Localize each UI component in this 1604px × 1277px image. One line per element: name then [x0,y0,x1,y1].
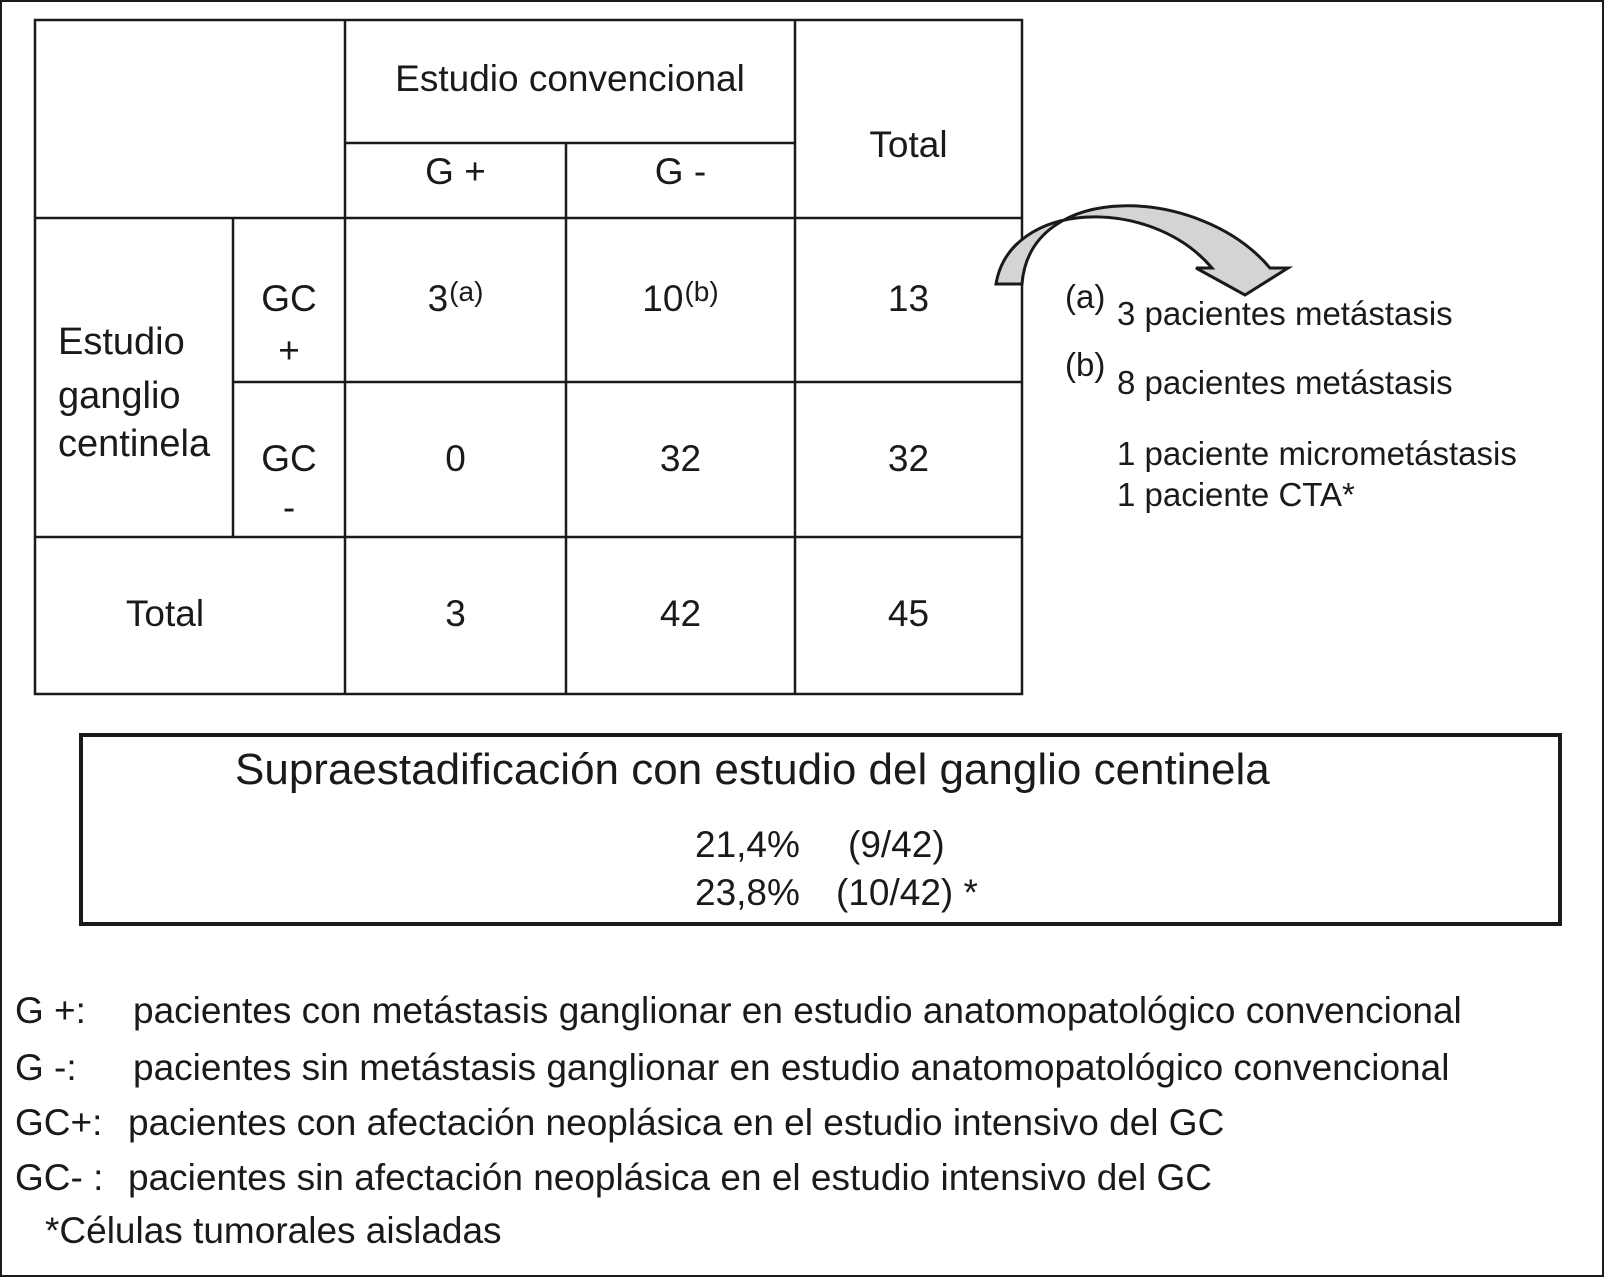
summary-line1-pct: 21,4% [695,824,800,865]
rowgroup-line-2: ganglio [58,375,181,417]
cell-gcpos-gneg: 10$^{(b)}$ [642,276,719,319]
summary-line1-ratio: (9/42) [848,824,945,865]
cell-gcpos-total: 13 [887,278,930,319]
note-b-line-2: 1 paciente micrometástasis [1117,435,1517,472]
note-b-line-1: 8 pacientes metástasis [1117,364,1453,401]
rowgroup-line-1: Estudio [58,321,185,363]
legend-text-gpos: pacientes con metástasis ganglionar en estudio anatomopatológico convencional [133,990,1462,1031]
footnote: *Células tumorales aisladas [45,1210,502,1251]
note-b-line-3: 1 paciente CTA* [1117,476,1355,513]
cell-gcneg-gneg: 32 [659,438,702,479]
row-gcneg-label-2: - [282,487,296,528]
note-marker-a: (a) [449,276,484,307]
legend-key-gneg: G -: [15,1047,77,1088]
cell-total-total: 45 [887,593,930,634]
row-gcneg-label-1: GC [261,438,317,479]
legend-text-gneg: pacientes sin metástasis ganglionar en estudio anatomopatológico convencional [133,1047,1450,1088]
cell-gcneg-gpos: 0 [445,438,466,479]
legend-key-gcneg: GC- : [15,1157,104,1198]
legend-key-gcpos: GC+: [15,1102,103,1143]
note-a-text: 3 pacientes metástasis [1117,295,1453,332]
legend-text-gcpos: pacientes con afectación neoplásica en el estudio intensivo del GC [128,1102,1225,1143]
cell-total-gpos: 3 [445,593,466,634]
legend-text-gcneg: pacientes sin afectación neoplásica en el estudio intensivo del GC [128,1157,1212,1198]
row-gcpos-label-2: + [278,330,300,371]
note-b-marker: (b) [1065,346,1106,383]
row-total-label: Total [125,593,205,634]
summary-line2-ratio: (10/42) * [836,872,978,913]
curved-arrow-icon [996,206,1288,295]
cell-total-gneg: 42 [659,593,702,634]
note-a-marker: (a) [1065,278,1106,315]
cell-gcpos-gpos: 3$^{(a)}$ [427,276,484,319]
header-total: Total [869,124,948,165]
cell-gcneg-total: 32 [887,438,930,479]
header-estudio-convencional: Estudio convencional [395,58,745,99]
row-gcpos-label-1: GC [261,278,317,319]
rowgroup-line-3: centinela [58,423,211,465]
header-g-neg: G - [654,151,707,192]
legend-key-gpos: G +: [15,990,86,1031]
note-marker-b: (b) [684,276,719,307]
summary-line2-pct: 23,8% [695,872,800,913]
summary-title: Supraestadificación con estudio del ganglio centinela [235,745,1270,794]
header-g-pos: G + [425,151,486,192]
